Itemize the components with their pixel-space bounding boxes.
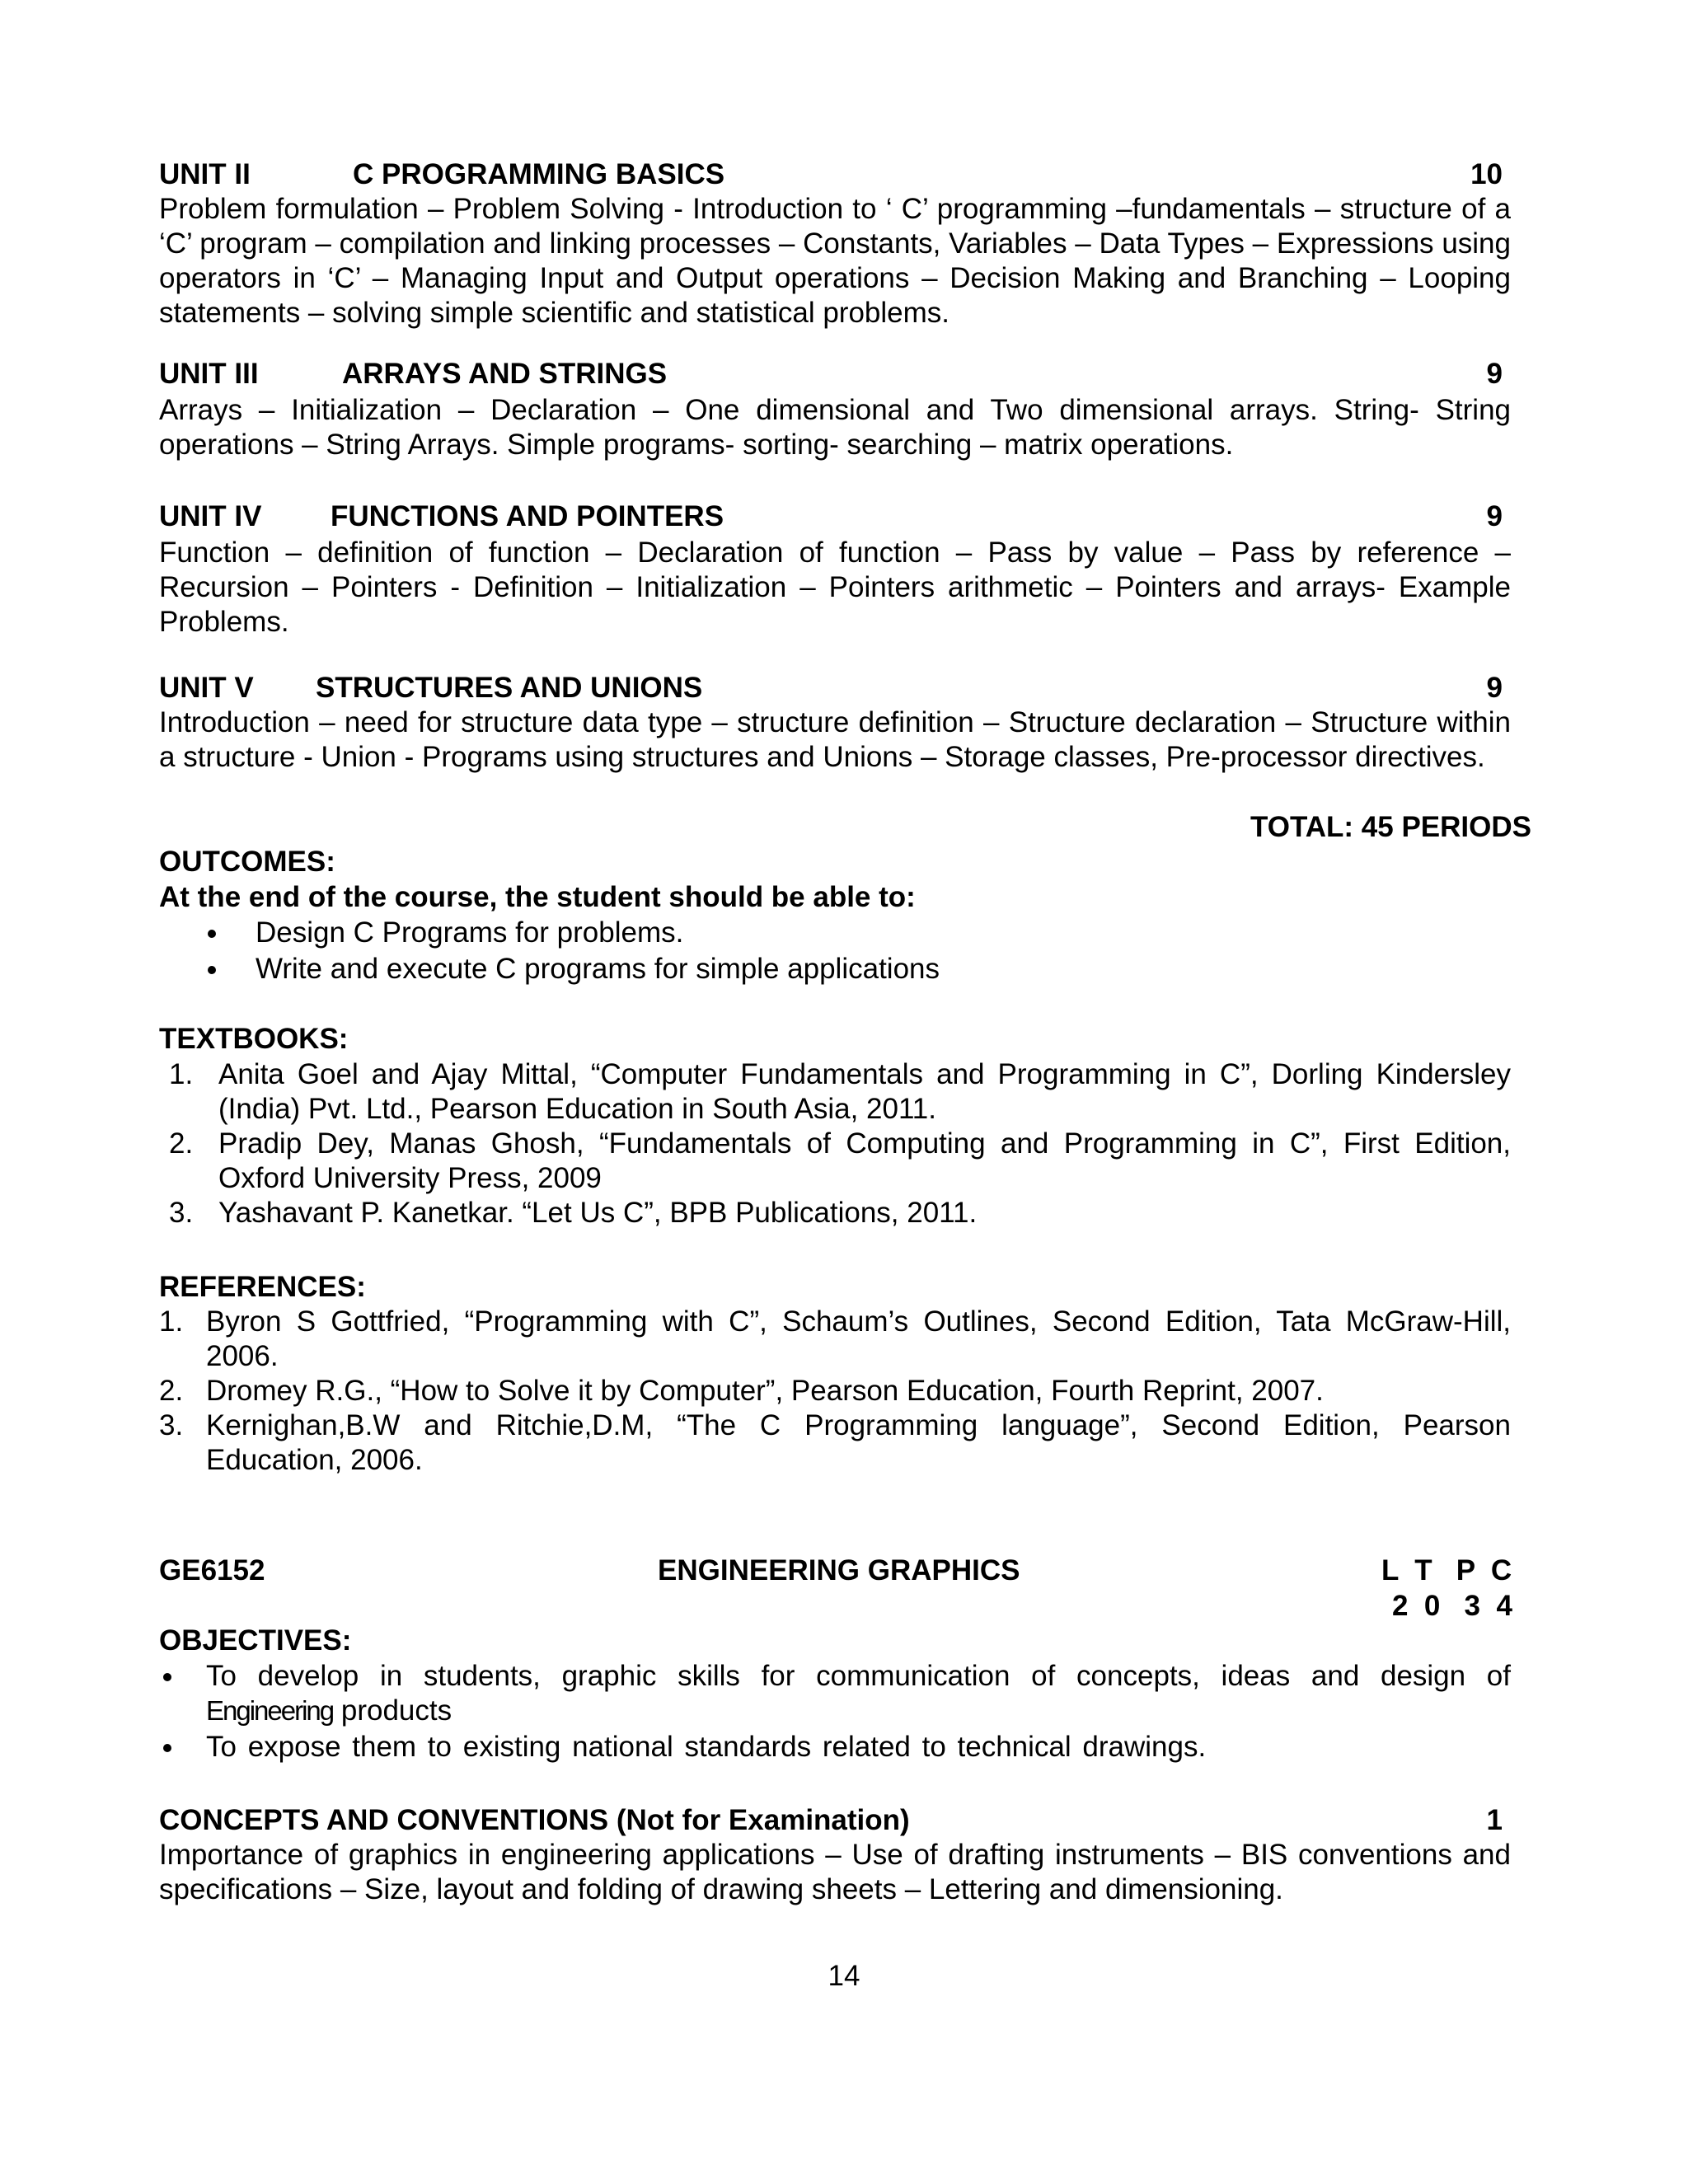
unit-title: FUNCTIONS AND POINTERS (331, 500, 724, 532)
list-item (159, 1374, 1511, 1408)
engineering-word: Engineering (206, 1695, 334, 1726)
list-item (159, 1057, 1511, 1127)
references-heading: REFERENCES: (159, 1271, 366, 1303)
list-number: 1. (169, 1058, 194, 1090)
list-number: 3. (159, 1409, 184, 1441)
list-item-text: Byron S Gottfried, “Programming with C”, Schaum’s Outlines, Second Edition, Tata McGraw-Hill, 2006. (206, 1305, 1511, 1372)
bullet-icon (208, 930, 216, 938)
section-title: CONCEPTS AND CONVENTIONS (Not for Examination) (159, 1804, 910, 1836)
ltpc-values: 2 0 3 4 (1392, 1590, 1512, 1622)
unit-body: Introduction – need for structure data type – structure definition – Structure declaration – Structure within a structure - Union - Programs using structures and Unions – Storage classes, Pre-processor directives. (159, 706, 1511, 773)
section-body: Importance of graphics in engineering applications – Use of drafting instruments – BIS conventions and specifications – Size, layout and folding of drawing sheets – Lettering and dimensioning. (159, 1839, 1511, 1905)
outcomes-list (159, 916, 1511, 988)
unit-label: UNIT IV (159, 500, 262, 532)
unit-title: C PROGRAMMING BASICS (353, 158, 725, 190)
unit-label: UNIT V (159, 672, 254, 704)
bullet-icon (163, 1744, 171, 1752)
ltpc-labels: L T P C (1381, 1554, 1512, 1586)
outcomes-heading: OUTCOMES: (159, 846, 335, 878)
list-item-text: To develop in students, graphic skills for communication of concepts, ideas and design of (206, 1660, 1511, 1692)
unit-heading (159, 157, 1511, 192)
outcomes-lead: At the end of the course, the student should be able to: (159, 881, 916, 913)
unit-label: UNIT II (159, 158, 251, 190)
unit-hours: 9 (1486, 500, 1503, 532)
list-item (159, 916, 1511, 952)
unit-hours: 9 (1486, 358, 1503, 390)
list-number: 1. (159, 1305, 184, 1338)
section-heading (159, 1803, 1511, 1838)
unit-label: UNIT III (159, 358, 259, 390)
list-number: 3. (169, 1197, 194, 1229)
textbooks-list (159, 1057, 1511, 1230)
unit-hours: 9 (1486, 672, 1503, 704)
list-item-text: Dromey R.G., “How to Solve it by Computer”, Pearson Education, Fourth Reprint, 2007. (206, 1375, 1324, 1407)
unit-title: ARRAYS AND STRINGS (342, 358, 668, 390)
unit-hours: 10 (1470, 158, 1503, 190)
objectives-list (159, 1659, 1511, 1765)
list-item-text: Kernighan,B.W and Ritchie,D.M, “The C Programming language”, Second Edition, Pearson Education, 2006. (206, 1409, 1511, 1476)
textbooks-heading: TEXTBOOKS: (159, 1023, 349, 1055)
list-item (159, 952, 1511, 988)
unit-body: Problem formulation – Problem Solving - Introduction to ‘ C’ programming –fundamentals – structure of a ‘C’ program – compilation and linking processes – Constants, Variables – Data Types – Expressions using operators in ‘C’ – Managing Input and Output operations – Decision Making and Branching – Looping statements – solving simple scientific and statistical problems. (159, 193, 1511, 329)
unit-heading (159, 357, 1511, 391)
list-item (159, 1659, 1511, 1694)
total-periods: TOTAL: 45 PERIODS (1250, 811, 1531, 843)
list-item (159, 1305, 1511, 1374)
course-code: GE6152 (159, 1554, 265, 1586)
unit-body: Function – definition of function – Declaration of function – Pass by value – Pass by reference – Recursion – Pointers - Definition – Initialization – Pointers arithmetic – Pointers and arrays- Example Problems. (159, 537, 1511, 638)
bullet-icon (208, 966, 216, 974)
section-hours: 1 (1486, 1804, 1503, 1836)
course-title: ENGINEERING GRAPHICS (658, 1554, 1020, 1586)
list-number: 2. (169, 1127, 194, 1160)
unit-title: STRUCTURES AND UNIONS (316, 672, 703, 704)
list-item-text: Anita Goel and Ajay Mittal, “Computer Fundamentals and Programming in C”, Dorling Kindersley (India) Pvt. Ltd., Pearson Education in South Asia, 2011. (218, 1058, 1511, 1125)
list-item (159, 1196, 1511, 1230)
references-list (159, 1305, 1511, 1478)
bullet-icon (163, 1673, 171, 1681)
unit-heading (159, 671, 1511, 705)
list-item-text: products (333, 1694, 452, 1727)
list-item-text: Write and execute C programs for simple applications (256, 953, 940, 985)
list-item-text: Yashavant P. Kanetkar. “Let Us C”, BPB Publications, 2011. (218, 1197, 978, 1229)
unit-heading (159, 499, 1511, 534)
list-item-text: To expose them to existing national standards related to technical drawings. (206, 1731, 1207, 1763)
list-item (159, 1730, 1511, 1765)
list-item-text: Design C Programs for problems. (256, 916, 684, 949)
list-item-text: Pradip Dey, Manas Ghosh, “Fundamentals of Computing and Programming in C”, First Edition, Oxford University Press, 2009 (218, 1127, 1511, 1194)
list-item (159, 1127, 1511, 1196)
unit-body: Arrays – Initialization – Declaration – One dimensional and Two dimensional arrays. String- String operations – String Arrays. Simple programs- sorting- searching – matrix operations. (159, 394, 1511, 461)
page-number: 14 (828, 1960, 860, 1992)
list-number: 2. (159, 1375, 184, 1407)
list-item-continuation (159, 1694, 1511, 1728)
list-item (159, 1408, 1511, 1478)
objectives-heading: OBJECTIVES: (159, 1624, 352, 1657)
